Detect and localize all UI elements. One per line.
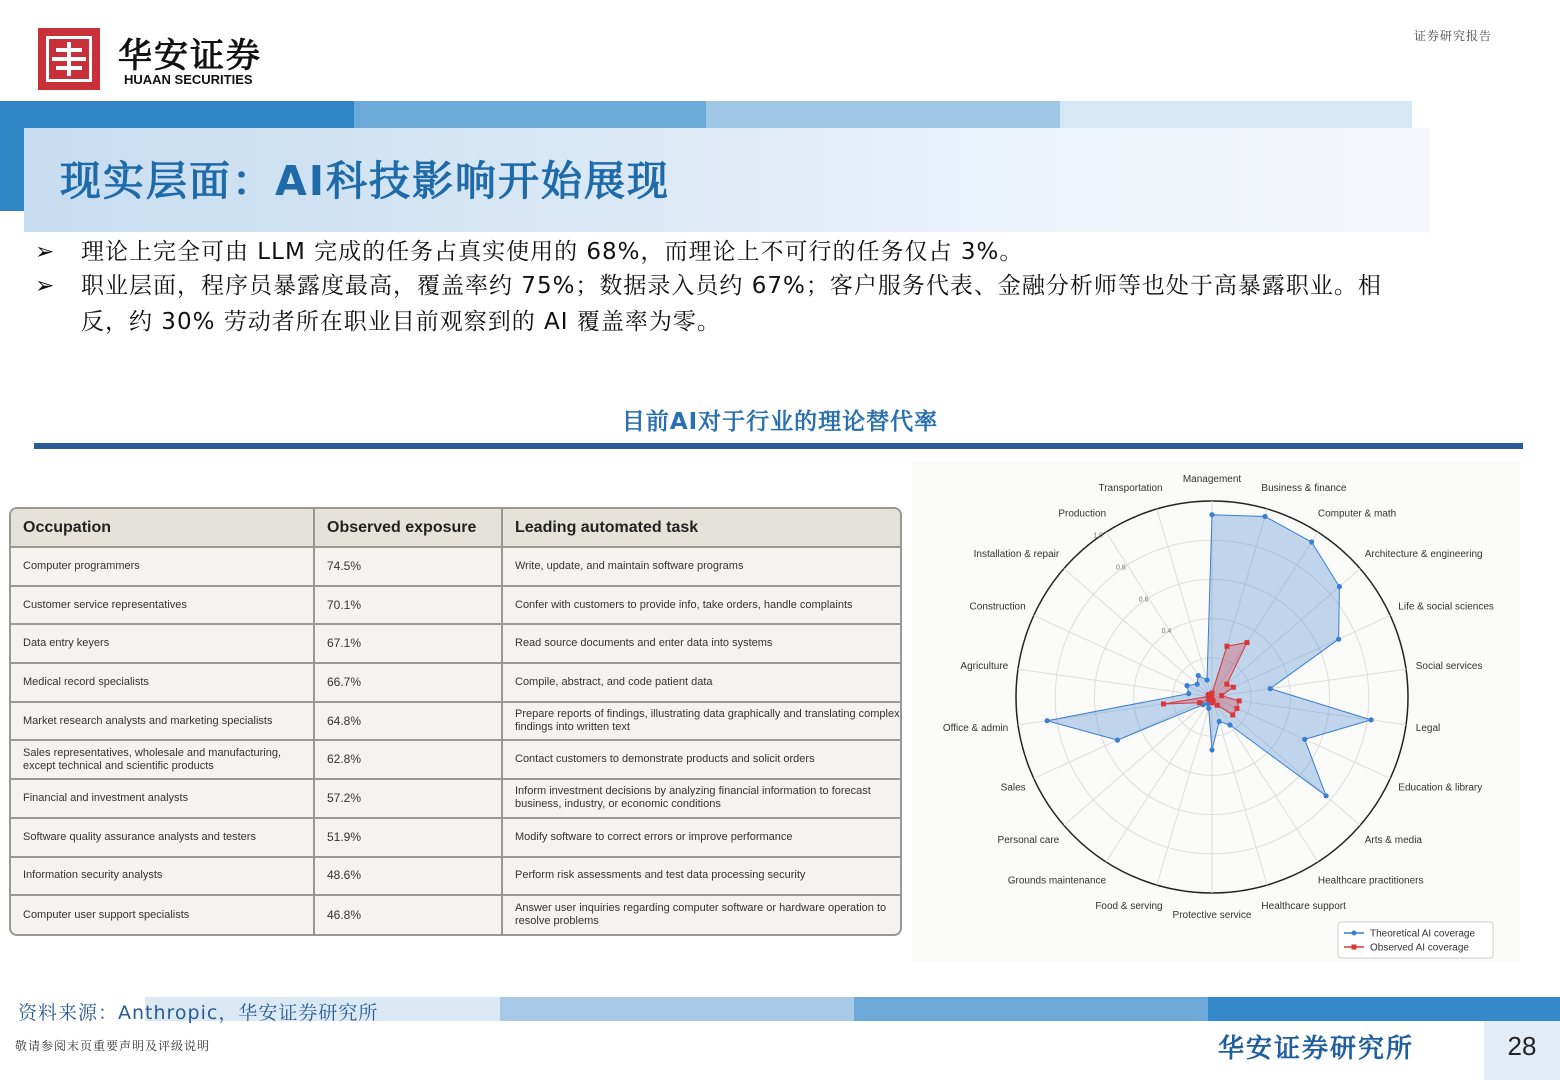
exposure-cell: 64.8% xyxy=(314,702,502,741)
radar-spoke xyxy=(1064,569,1212,697)
bullet-arrow-icon: ➢ xyxy=(35,239,55,265)
radar-data-point xyxy=(1204,677,1209,682)
task-cell: Inform investment decisions by analyzing financial information to forecast business, industry, or economic conditions xyxy=(502,779,900,818)
table-row xyxy=(11,740,900,779)
source-note: 资料来源：Anthropic，华安证券研究所 xyxy=(18,1002,379,1024)
radar-data-point xyxy=(1368,717,1373,722)
radar-data-point xyxy=(1309,539,1314,544)
radar-category-label: Computer & math xyxy=(1317,508,1397,520)
radar-data-point xyxy=(1186,691,1191,696)
exposure-cell: 57.2% xyxy=(314,779,502,818)
radar-category-label: Management xyxy=(1182,474,1242,485)
page-title: 现实层面：AI科技影响开始展现 xyxy=(60,157,670,205)
radar-data-point xyxy=(1044,718,1049,723)
radar-category-label: Food & serving xyxy=(1095,901,1163,913)
occupation-cell: Sales representatives, wholesale and manufacturing, except technical and scientific products xyxy=(11,740,314,779)
radar-category-label: Production xyxy=(1058,508,1107,520)
brand-name-en: HUAAN SECURITIES xyxy=(124,72,253,87)
bullet-arrow-icon: ➢ xyxy=(35,273,55,299)
radar-category-label: Education & library xyxy=(1398,782,1483,794)
radar-data-point xyxy=(1230,712,1235,717)
radar-data-point xyxy=(1234,706,1239,711)
disclaimer-note: 敬请参阅末页重要声明及评级说明 xyxy=(15,1039,211,1053)
source-stripe xyxy=(854,997,1208,1021)
occupation-cell: Software quality assurance analysts and testers xyxy=(11,818,314,857)
radar-data-point xyxy=(1219,693,1224,698)
radar-data-point xyxy=(1115,738,1120,743)
radar-data-point xyxy=(1195,682,1200,687)
banner-stripe xyxy=(706,101,1060,128)
radar-category-label: Construction xyxy=(969,601,1026,613)
legend-label: Theoretical AI coverage xyxy=(1370,928,1476,940)
radar-chart xyxy=(912,462,1520,962)
radar-data-point xyxy=(1337,584,1342,589)
radar-category-label: Healthcare practitioners xyxy=(1317,875,1424,887)
table-row xyxy=(11,624,900,663)
banner-side-bar xyxy=(0,101,24,211)
radar-data-point xyxy=(1197,700,1202,705)
occupation-cell: Customer service representatives xyxy=(11,586,314,625)
radar-tick-label: 0.4 xyxy=(1161,628,1172,636)
task-cell: Modify software to correct errors or improve performance xyxy=(502,818,900,857)
radar-category-label: Protective service xyxy=(1172,910,1252,921)
legend-label: Observed AI coverage xyxy=(1370,942,1469,954)
occupation-cell: Information security analysts xyxy=(11,857,314,896)
radar-spoke xyxy=(1018,669,1212,697)
radar-data-point xyxy=(1224,644,1229,649)
radar-data-point xyxy=(1302,737,1307,742)
exposure-cell: 74.5% xyxy=(314,547,502,586)
table-row xyxy=(11,779,900,818)
radar-category-label: Installation & repair xyxy=(973,549,1060,561)
table-row xyxy=(11,818,900,857)
source-stripe xyxy=(1208,997,1560,1021)
legend-swatch-marker xyxy=(1352,931,1357,936)
banner-stripe xyxy=(354,101,706,128)
radar-data-point xyxy=(1209,693,1214,698)
table-row xyxy=(11,586,900,625)
radar-tick-label: 0.8 xyxy=(1116,564,1126,572)
radar-data-point xyxy=(1224,682,1229,687)
radar-tick-label: 1.0 xyxy=(1093,532,1103,540)
source-stripe xyxy=(500,997,854,1021)
occupation-cell: Market research analysts and marketing specialists xyxy=(11,702,314,741)
radar-category-label: Healthcare support xyxy=(1261,901,1346,913)
radar-data-point xyxy=(1262,514,1267,519)
task-cell: Contact customers to demonstrate products and solicit orders xyxy=(502,740,900,779)
legend-swatch-marker xyxy=(1352,945,1357,950)
brand-name-cn: 华安证券 xyxy=(118,36,262,76)
radar-category-label: Agriculture xyxy=(960,660,1009,672)
radar-category-label: Legal xyxy=(1415,723,1441,735)
radar-data-point xyxy=(1323,793,1328,798)
radar-category-label: Grounds maintenance xyxy=(1007,875,1107,887)
radar-data-point xyxy=(1206,706,1211,711)
radar-category-label: Office & admin xyxy=(942,723,1009,735)
occupation-cell: Financial and investment analysts xyxy=(11,779,314,818)
task-cell: Perform risk assessments and test data processing security xyxy=(502,857,900,896)
radar-data-point xyxy=(1215,703,1220,708)
bullet-text: 理论上完全可由 LLM 完成的任务占真实使用的 68%，而理论上不可行的任务仅占 3%。 xyxy=(81,239,1024,265)
task-cell: Write, update, and maintain software programs xyxy=(502,547,900,586)
brand-logo xyxy=(38,28,100,90)
radar-data-point xyxy=(1244,640,1249,645)
radar-tick-label: 0.6 xyxy=(1138,596,1149,604)
radar-data-point xyxy=(1227,722,1232,727)
radar-data-point xyxy=(1209,747,1214,752)
exposure-cell: 66.7% xyxy=(314,663,502,702)
radar-data-point xyxy=(1268,686,1273,691)
exposure-cell: 46.8% xyxy=(314,895,502,934)
bullet-text: 职业层面，程序员暴露度最高，覆盖率约 75%；数据录入员约 67%；客户服务代表、金融分析师等也处于高暴露职业。相反，约 30% 劳动者所在职业目前观察到的 AI 覆盖率为零。 xyxy=(81,273,1382,335)
banner-stripe xyxy=(1060,101,1412,128)
column-header: Observed exposure xyxy=(314,509,502,547)
radar-category-label: Social services xyxy=(1415,660,1483,672)
task-cell: Read source documents and enter data into systems xyxy=(502,624,900,663)
radar-category-label: Arts & media xyxy=(1364,834,1423,846)
table-header-row xyxy=(11,509,900,547)
exposure-cell: 48.6% xyxy=(314,857,502,896)
radar-category-label: Personal care xyxy=(997,834,1060,846)
table-row xyxy=(11,702,900,741)
radar-series-area xyxy=(1047,515,1371,796)
exposure-cell: 70.1% xyxy=(314,586,502,625)
table-row xyxy=(11,663,900,702)
radar-data-point xyxy=(1231,685,1236,690)
report-type-label: 证券研究报告 xyxy=(1414,29,1493,43)
radar-data-point xyxy=(1237,698,1242,703)
radar-category-label: Business & finance xyxy=(1261,482,1347,494)
occupation-cell: Computer programmers xyxy=(11,547,314,586)
table-row xyxy=(11,857,900,896)
radar-data-point xyxy=(1336,637,1341,642)
radar-data-point xyxy=(1196,673,1201,678)
exposure-cell: 51.9% xyxy=(314,818,502,857)
occupation-cell: Medical record specialists xyxy=(11,663,314,702)
radar-category-label: Architecture & engineering xyxy=(1364,549,1483,561)
radar-data-point xyxy=(1161,701,1166,706)
occupation-cell: Data entry keyers xyxy=(11,624,314,663)
figure-divider xyxy=(34,443,1523,449)
radar-data-point xyxy=(1217,719,1222,724)
radar-chart-svg xyxy=(912,462,1520,962)
exposure-cell: 67.1% xyxy=(314,624,502,663)
column-header: Occupation xyxy=(11,509,314,547)
table-row xyxy=(11,547,900,586)
column-header: Leading automated task xyxy=(502,509,900,547)
task-cell: Confer with customers to provide info, take orders, handle complaints xyxy=(502,586,900,625)
radar-data-point xyxy=(1184,683,1189,688)
occupation-cell: Computer user support specialists xyxy=(11,895,314,934)
table-row xyxy=(11,895,900,934)
radar-category-label: Life & social sciences xyxy=(1398,601,1494,613)
banner-stripe xyxy=(0,101,354,128)
figure-title: 目前AI对于行业的理论替代率 xyxy=(621,409,939,435)
page-number: 28 xyxy=(1507,1031,1537,1061)
exposure-cell: 62.8% xyxy=(314,740,502,779)
task-cell: Answer user inquiries regarding computer software or hardware operation to resolve problems xyxy=(502,895,900,934)
radar-category-label: Transportation xyxy=(1098,482,1163,494)
radar-data-point xyxy=(1209,512,1214,517)
exposure-table xyxy=(9,507,902,936)
radar-category-label: Sales xyxy=(1000,782,1026,794)
task-cell: Compile, abstract, and code patient data xyxy=(502,663,900,702)
institute-name: 华安证券研究所 xyxy=(1218,1034,1415,1064)
task-cell: Prepare reports of findings, illustrating data graphically and translating complex findings into written text xyxy=(502,702,900,741)
